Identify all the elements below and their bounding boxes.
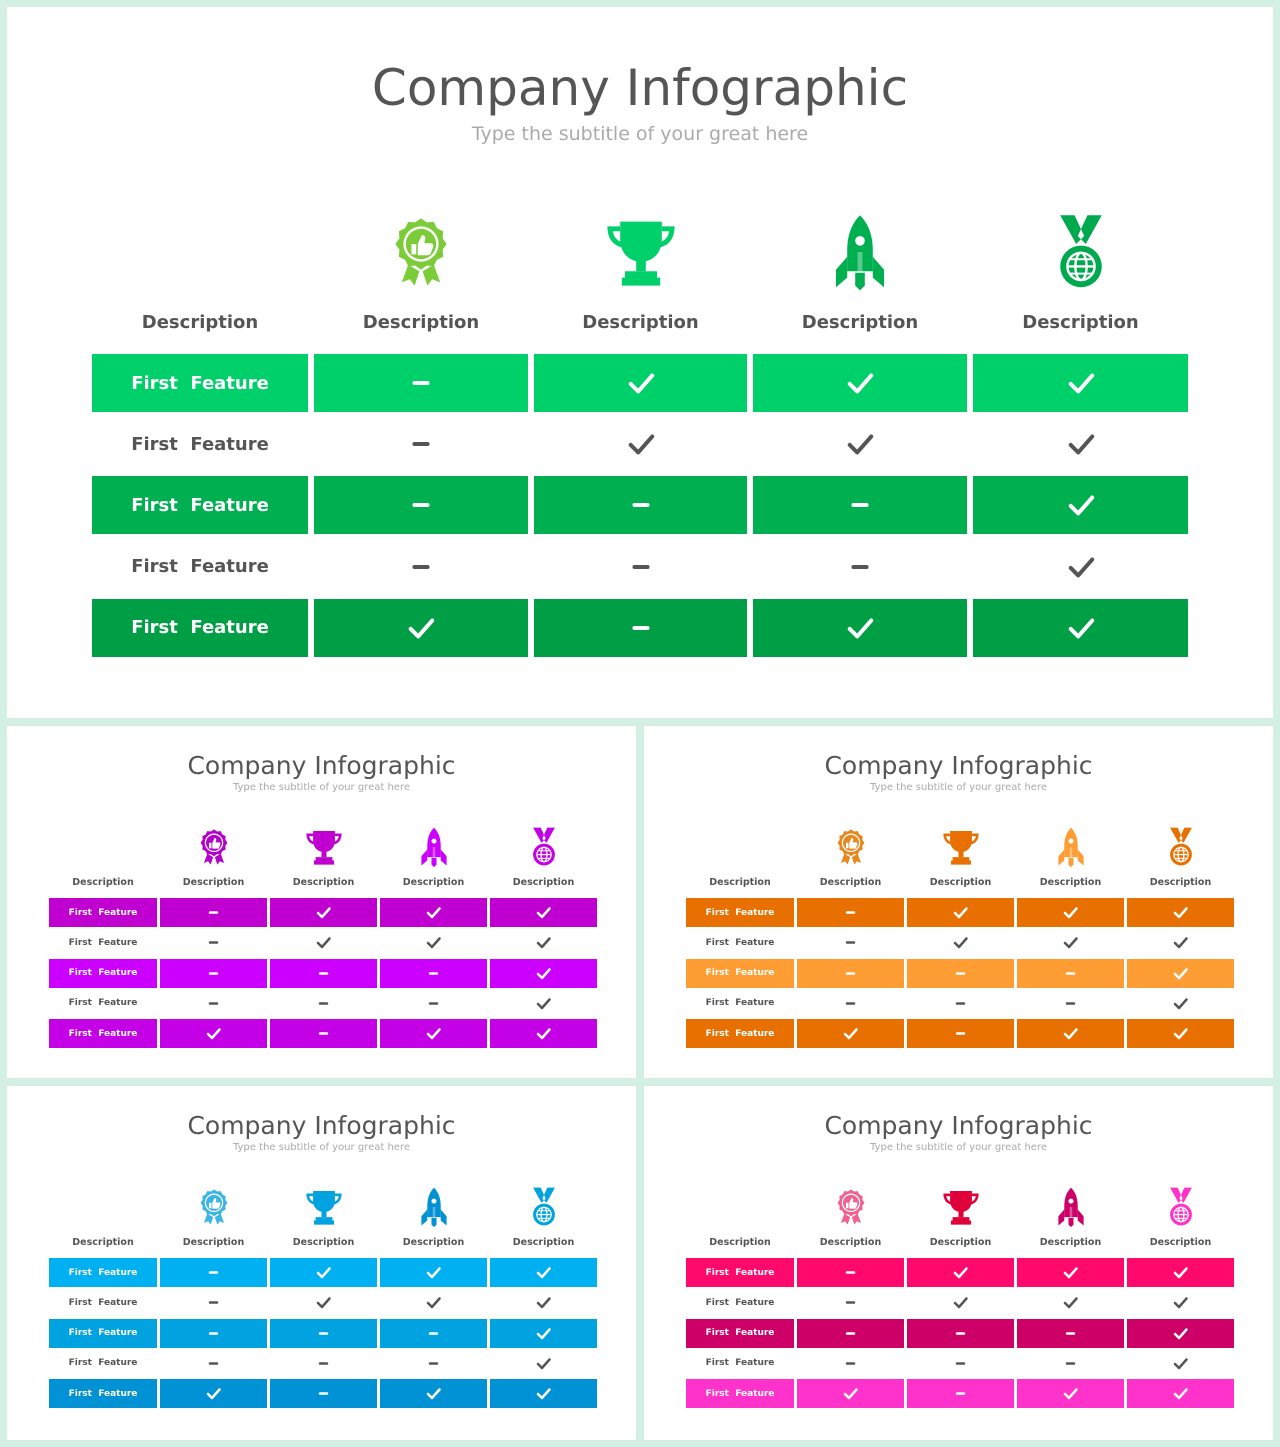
trophy-icon: [534, 212, 747, 292]
dash-icon: [1017, 989, 1124, 1018]
slide-title: Company Infographic: [187, 1111, 456, 1140]
award-thumbs-up-icon: [797, 1186, 904, 1228]
medal-globe-icon: [490, 1186, 597, 1228]
check-icon: [1127, 1349, 1234, 1378]
feature-label: First Feature: [49, 898, 157, 927]
feature-label: First Feature: [92, 354, 308, 412]
column-header: Description: [709, 1237, 771, 1248]
check-icon: [490, 1288, 597, 1317]
check-icon: [797, 1379, 904, 1408]
dash-icon: [160, 989, 267, 1018]
slide-orange: [644, 726, 1273, 1078]
check-icon: [490, 1379, 597, 1408]
dash-icon: [1017, 1349, 1124, 1378]
feature-label: First Feature: [49, 1379, 157, 1408]
dash-icon: [160, 898, 267, 927]
dash-icon: [270, 989, 377, 1018]
check-icon: [753, 354, 967, 412]
feature-label: First Feature: [131, 433, 269, 455]
slide-main: [7, 7, 1273, 718]
check-icon: [314, 599, 528, 657]
feature-label: First Feature: [686, 1379, 794, 1408]
column-header: Description: [929, 877, 992, 888]
dash-icon: [797, 1349, 904, 1378]
feature-label: First Feature: [68, 1297, 138, 1308]
column-header: Description: [292, 877, 355, 888]
dash-icon: [380, 1319, 487, 1348]
check-icon: [534, 415, 747, 473]
rocket-icon: [380, 1186, 487, 1228]
award-thumbs-up-icon: [797, 826, 904, 868]
check-icon: [1017, 898, 1124, 927]
column-header: Description: [1039, 877, 1102, 888]
check-icon: [160, 1019, 267, 1048]
column-header: Description: [929, 1237, 992, 1248]
dash-icon: [534, 538, 747, 596]
check-icon: [1017, 1258, 1124, 1287]
dash-icon: [907, 1019, 1014, 1048]
check-icon: [490, 959, 597, 988]
feature-label: First Feature: [686, 1019, 794, 1048]
slide-blue: [7, 1086, 636, 1440]
feature-label: First Feature: [686, 959, 794, 988]
check-icon: [973, 538, 1188, 596]
dash-icon: [797, 959, 904, 988]
check-icon: [270, 928, 377, 957]
check-icon: [490, 1349, 597, 1378]
check-icon: [490, 898, 597, 927]
award-thumbs-up-icon: [160, 826, 267, 868]
dash-icon: [1017, 1319, 1124, 1348]
dash-icon: [797, 1319, 904, 1348]
column-header: Description: [512, 1237, 575, 1248]
dash-icon: [160, 1288, 267, 1317]
check-icon: [1127, 1288, 1234, 1317]
dash-icon: [160, 1258, 267, 1287]
column-header: Description: [1149, 877, 1212, 888]
feature-label: First Feature: [705, 1358, 775, 1369]
dash-icon: [380, 1349, 487, 1378]
feature-label: First Feature: [686, 898, 794, 927]
slide-subtitle: Type the subtitle of your great here: [471, 123, 809, 145]
check-icon: [907, 1288, 1014, 1317]
feature-label: First Feature: [49, 1258, 157, 1287]
dash-icon: [314, 476, 528, 534]
dash-icon: [160, 959, 267, 988]
dash-icon: [534, 476, 747, 534]
slide-subtitle: Type the subtitle of your great here: [870, 1142, 1047, 1153]
check-icon: [907, 928, 1014, 957]
check-icon: [1127, 1379, 1234, 1408]
feature-label: First Feature: [49, 1019, 157, 1048]
dash-icon: [907, 959, 1014, 988]
feature-label: First Feature: [68, 1358, 138, 1369]
dash-icon: [270, 1379, 377, 1408]
column-header: Description: [182, 1237, 245, 1248]
dash-icon: [797, 1258, 904, 1287]
feature-label: First Feature: [92, 476, 308, 534]
check-icon: [973, 599, 1188, 657]
check-icon: [973, 476, 1188, 534]
trophy-icon: [270, 826, 377, 868]
column-header: Description: [141, 312, 259, 333]
column-header: Description: [801, 312, 919, 333]
dash-icon: [753, 476, 967, 534]
check-icon: [973, 415, 1188, 473]
dash-icon: [797, 928, 904, 957]
medal-globe-icon: [973, 212, 1188, 292]
feature-label: First Feature: [92, 599, 308, 657]
column-header: Description: [182, 877, 245, 888]
feature-label: First Feature: [131, 556, 269, 578]
column-header: Description: [72, 1237, 134, 1248]
column-header: Description: [72, 877, 134, 888]
check-icon: [1127, 1258, 1234, 1287]
check-icon: [1127, 989, 1234, 1018]
dash-icon: [380, 989, 487, 1018]
slide-subtitle: Type the subtitle of your great here: [233, 782, 410, 793]
rocket-icon: [1017, 1186, 1124, 1228]
slide-title: Company Infographic: [824, 751, 1093, 780]
check-icon: [753, 599, 967, 657]
check-icon: [490, 989, 597, 1018]
dash-icon: [907, 989, 1014, 1018]
dash-icon: [380, 959, 487, 988]
check-icon: [1127, 928, 1234, 957]
slide-pink: [644, 1086, 1273, 1440]
trophy-icon: [907, 1186, 1014, 1228]
check-icon: [490, 1319, 597, 1348]
trophy-icon: [907, 826, 1014, 868]
check-icon: [973, 354, 1188, 412]
column-header: Description: [512, 877, 575, 888]
slide-subtitle: Type the subtitle of your great here: [870, 782, 1047, 793]
check-icon: [380, 1379, 487, 1408]
dash-icon: [270, 959, 377, 988]
check-icon: [380, 1019, 487, 1048]
dash-icon: [314, 415, 528, 473]
column-header: Description: [402, 1237, 465, 1248]
column-header: Description: [292, 1237, 355, 1248]
rocket-icon: [1017, 826, 1124, 868]
column-header: Description: [402, 877, 465, 888]
check-icon: [1127, 1319, 1234, 1348]
award-thumbs-up-icon: [160, 1186, 267, 1228]
check-icon: [1017, 1379, 1124, 1408]
dash-icon: [907, 1379, 1014, 1408]
column-header: Description: [1022, 312, 1139, 333]
check-icon: [380, 1288, 487, 1317]
column-header: Description: [1149, 1237, 1212, 1248]
check-icon: [1017, 1288, 1124, 1317]
column-header: Description: [819, 877, 882, 888]
slide-purple: [7, 726, 636, 1078]
check-icon: [270, 898, 377, 927]
check-icon: [1127, 959, 1234, 988]
dash-icon: [753, 538, 967, 596]
feature-label: First Feature: [705, 937, 775, 948]
check-icon: [907, 1258, 1014, 1287]
column-header: Description: [582, 312, 699, 333]
trophy-icon: [270, 1186, 377, 1228]
medal-globe-icon: [1127, 1186, 1234, 1228]
feature-label: First Feature: [68, 998, 138, 1009]
slide-title: Company Infographic: [824, 1111, 1093, 1140]
feature-label: First Feature: [686, 1319, 794, 1348]
dash-icon: [270, 1019, 377, 1048]
check-icon: [380, 928, 487, 957]
column-header: Description: [362, 312, 480, 333]
check-icon: [380, 1258, 487, 1287]
dash-icon: [907, 1349, 1014, 1378]
column-header: Description: [819, 1237, 882, 1248]
check-icon: [1127, 1019, 1234, 1048]
slide-title: Company Infographic: [371, 59, 909, 117]
rocket-icon: [380, 826, 487, 868]
slide-title: Company Infographic: [187, 751, 456, 780]
feature-label: First Feature: [68, 937, 138, 948]
dash-icon: [270, 1319, 377, 1348]
check-icon: [907, 898, 1014, 927]
dash-icon: [160, 1349, 267, 1378]
dash-icon: [797, 989, 904, 1018]
feature-label: First Feature: [705, 998, 775, 1009]
dash-icon: [270, 1349, 377, 1378]
check-icon: [270, 1258, 377, 1287]
rocket-icon: [753, 212, 967, 292]
dash-icon: [160, 1319, 267, 1348]
check-icon: [753, 415, 967, 473]
column-header: Description: [1039, 1237, 1102, 1248]
check-icon: [534, 354, 747, 412]
award-thumbs-up-icon: [314, 212, 528, 292]
column-header: Description: [709, 877, 771, 888]
dash-icon: [1017, 959, 1124, 988]
check-icon: [490, 1258, 597, 1287]
feature-label: First Feature: [49, 959, 157, 988]
feature-label: First Feature: [705, 1297, 775, 1308]
dash-icon: [907, 1319, 1014, 1348]
feature-label: First Feature: [686, 1258, 794, 1287]
check-icon: [797, 1019, 904, 1048]
check-icon: [490, 928, 597, 957]
slide-subtitle: Type the subtitle of your great here: [233, 1142, 410, 1153]
feature-label: First Feature: [49, 1319, 157, 1348]
dash-icon: [160, 928, 267, 957]
medal-globe-icon: [490, 826, 597, 868]
dash-icon: [797, 1288, 904, 1317]
check-icon: [160, 1379, 267, 1408]
check-icon: [270, 1288, 377, 1317]
dash-icon: [534, 599, 747, 657]
check-icon: [1017, 928, 1124, 957]
medal-globe-icon: [1127, 826, 1234, 868]
check-icon: [380, 898, 487, 927]
dash-icon: [314, 354, 528, 412]
dash-icon: [314, 538, 528, 596]
dash-icon: [797, 898, 904, 927]
check-icon: [1127, 898, 1234, 927]
check-icon: [1017, 1019, 1124, 1048]
check-icon: [490, 1019, 597, 1048]
